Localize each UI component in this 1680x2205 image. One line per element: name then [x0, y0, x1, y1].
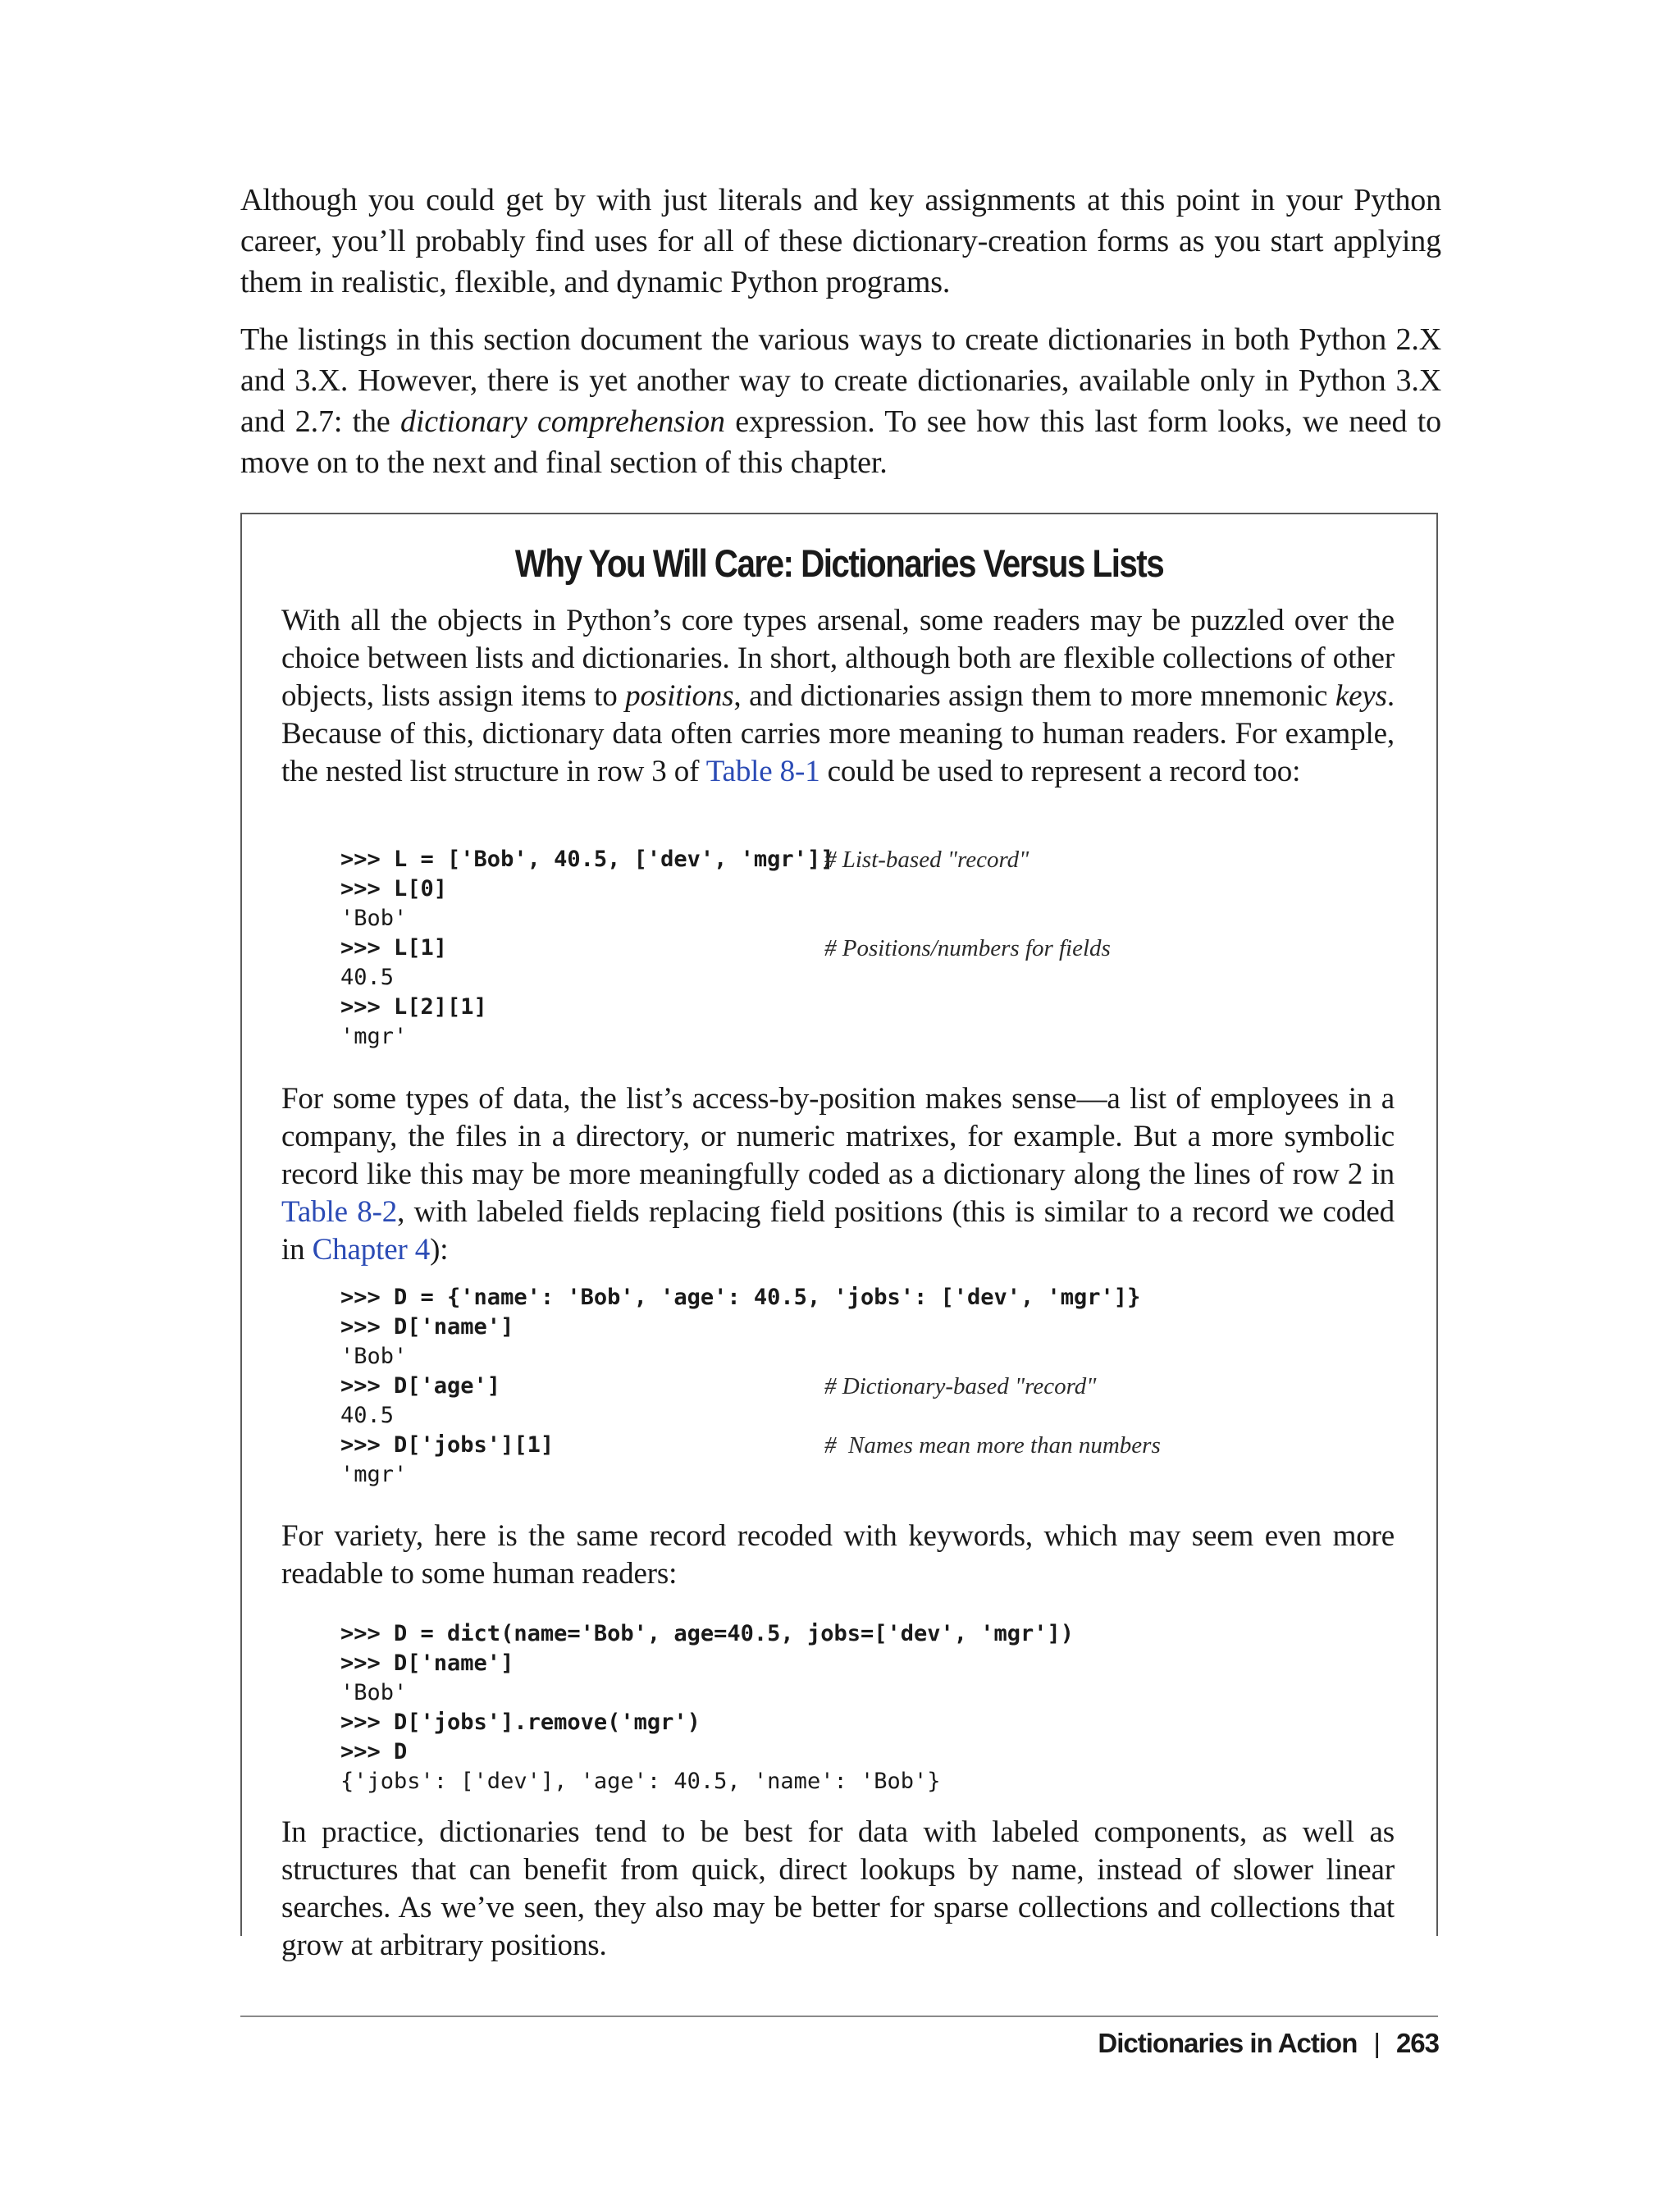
sidebar-text: For some types of data, the list’s access-by-position makes sense—a list of employees in a company, the files in a directory, or numeric matrixes, for example. But a more symbolic record like this may be more meaningfully coded as a dictionary along the lines of row 2 in	[281, 1082, 1395, 1191]
code-input: >>> D['jobs'][1]	[340, 1432, 555, 1458]
code-line	[340, 845, 1358, 874]
code-input: >>> D['name']	[340, 1314, 514, 1340]
code-line	[340, 904, 1358, 934]
code-input: >>> L = ['Bob', 40.5, ['dev', 'mgr']]	[340, 847, 834, 872]
keyword-dict-code-block	[340, 1619, 1358, 1796]
sidebar-text: , and dictionaries assign them to more mnemonic	[733, 679, 1335, 713]
keys-term: keys	[1335, 679, 1387, 713]
code-output: 'Bob'	[340, 1680, 408, 1705]
code-input: >>> D['age']	[340, 1373, 501, 1399]
code-comment: # List-based "record"	[824, 847, 1029, 873]
sidebar-text: , with labeled fields replacing field positions (this is similar to a record we coded in	[281, 1195, 1395, 1267]
code-input: >>> L[2][1]	[340, 994, 487, 1020]
code-input: >>> D['name']	[340, 1650, 514, 1676]
sidebar-text: . Because of this, dictionary data often carries more meaning to human readers. For example, the nested list structure in row 3 of	[281, 679, 1395, 788]
dictionary-comprehension-term: dictionary comprehension	[399, 404, 725, 439]
code-comment: # Names mean more than numbers	[824, 1432, 1161, 1459]
code-comment: # Positions/numbers for fields	[824, 935, 1111, 961]
code-line	[340, 1431, 1358, 1460]
code-line	[340, 1022, 1358, 1052]
code-line	[340, 1401, 1358, 1431]
code-input: >>> D = {'name': 'Bob', 'age': 40.5, 'jobs': ['dev', 'mgr']}	[340, 1285, 1141, 1310]
sidebar-text: In practice, dictionaries tend to be best for data with labeled components, as well as structures that can benefit from quick, direct lookups by name, instead of slower linear searches. As we’ve seen, they also may be better for sparse collections and collections that grow at arbitrary positions.	[281, 1815, 1395, 1962]
code-line	[340, 1312, 1358, 1342]
footer-separator: |	[1373, 2028, 1380, 2058]
code-input: >>> L[1]	[340, 935, 448, 961]
code-line	[340, 1708, 1358, 1737]
table-8-2-link[interactable]: Table 8-2	[281, 1195, 398, 1229]
running-section-title: Dictionaries in Action	[1098, 2028, 1358, 2058]
page-footer	[1098, 2028, 1439, 2059]
code-line	[340, 874, 1358, 904]
intro-text-2b: expression. To see how this last form looks, we need to move on to the next and final section of this chapter.	[240, 404, 1442, 480]
code-line	[340, 1767, 1358, 1796]
positions-term: positions	[625, 679, 734, 713]
chapter-4-link[interactable]: Chapter 4	[312, 1233, 431, 1267]
code-output: 'mgr'	[340, 1462, 408, 1487]
why-you-will-care-sidebar	[240, 513, 1438, 1962]
table-8-1-link[interactable]: Table 8-1	[705, 755, 820, 788]
intro-paragraph-2	[240, 319, 1441, 483]
code-output: 'mgr'	[340, 1024, 408, 1049]
intro-paragraph-1	[240, 180, 1441, 303]
code-input: >>> L[0]	[340, 876, 448, 902]
intro-text-2a: The listings in this section document the various ways to create dictionaries in both Python 2.X and 3.X. However, there is yet another way to create dictionaries, available only in Python 3.X and 2.7: the	[240, 322, 1441, 439]
code-output: {'jobs': ['dev'], 'age': 40.5, 'name': 'Bob'}	[340, 1769, 941, 1794]
code-output: 40.5	[340, 965, 395, 990]
code-line	[340, 1619, 1358, 1649]
sidebar-text: For variety, here is the same record recoded with keywords, which may seem even more readable to some human readers:	[281, 1519, 1395, 1591]
code-comment: # Dictionary-based "record"	[824, 1373, 1097, 1399]
code-line	[340, 1649, 1358, 1678]
sidebar-text: With all the objects in Python’s core types arsenal, some readers may be puzzled over the choice between lists and dictionaries. In short, although both are flexible collections of other objects, lists assign items to	[281, 604, 1395, 713]
code-line	[340, 1372, 1358, 1401]
code-line	[340, 1678, 1358, 1708]
dict-record-code-block	[340, 1283, 1358, 1490]
sidebar-paragraph-2	[281, 1080, 1395, 1269]
code-line	[340, 934, 1358, 963]
code-line	[340, 1737, 1358, 1767]
intro-text-1: Although you could get by with just literals and key assignments at this point in your Python career, you’ll probably find uses for all of these dictionary-creation forms as you start applying them in realistic, flexible, and dynamic Python programs.	[240, 183, 1441, 299]
code-output: 40.5	[340, 1403, 395, 1428]
code-line	[340, 1342, 1358, 1372]
page-number: 263	[1395, 2028, 1439, 2058]
sidebar-paragraph-3	[281, 1518, 1395, 1593]
sidebar-paragraph-1	[281, 602, 1395, 791]
code-input: >>> D = dict(name='Bob', age=40.5, jobs=['dev', 'mgr'])	[340, 1621, 1075, 1646]
list-record-code-block	[340, 845, 1358, 1052]
code-output: 'Bob'	[340, 906, 408, 931]
sidebar-text: ):	[430, 1233, 449, 1267]
code-line	[340, 963, 1358, 993]
code-line	[340, 1283, 1358, 1312]
code-input: >>> D	[340, 1739, 408, 1764]
sidebar-text: could be used to represent a record too:	[819, 755, 1301, 788]
sidebar-paragraph-4	[281, 1814, 1395, 1965]
code-line	[340, 1460, 1358, 1490]
code-output: 'Bob'	[340, 1344, 408, 1369]
code-line	[340, 993, 1358, 1022]
code-input: >>> D['jobs'].remove('mgr')	[340, 1710, 701, 1735]
footer-rule	[240, 2016, 1438, 2017]
sidebar-title: Why You Will Care: Dictionaries Versus Lists	[514, 541, 1164, 585]
